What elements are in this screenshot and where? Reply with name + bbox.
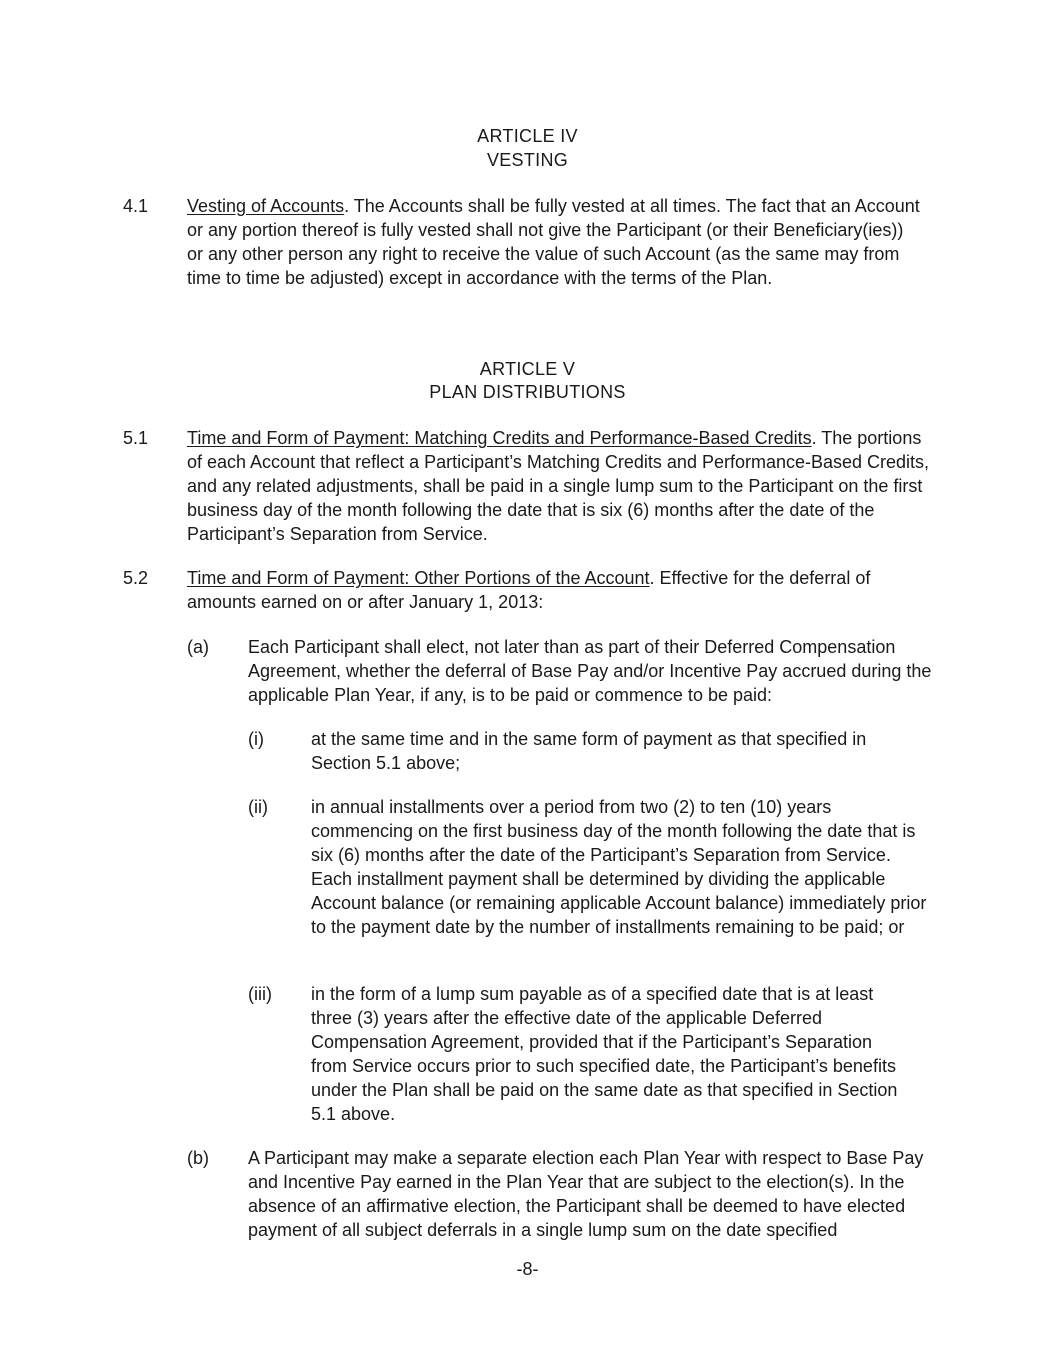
section-4-1	[187, 194, 922, 290]
article-4-title: ARTICLE IV	[477, 126, 578, 146]
article-4-subtitle: VESTING	[486, 150, 569, 170]
subsection-b-text: A Participant may make a separate election each Plan Year with respect to Base Pay and Incentive Pay earned in the Plan Year that are subject to the election(s). In the absence of an affirmative election, the Participant shall be deemed to have elected payment of all subject deferrals in a single lump sum on the date specified	[248, 1148, 924, 1240]
article-5-title: ARTICLE V	[479, 359, 576, 379]
item-i-text: at the same time and in the same form of payment as that specified in Section 5.1 above;	[311, 729, 867, 773]
section-5-1-number: 5.1	[123, 428, 149, 448]
item-ii-text: in annual installments over a period from two (2) to ten (10) years commencing on the first business day of the month following the date that is six (6) months after the date of the Participant’s Separation from Service. Each installment payment shall be determined by dividing the applicable Account balance (or remaining applicable Account balance) immediately prior to the payment date by the number of installments remaining to be paid; or	[311, 797, 927, 937]
section-5-1	[187, 426, 932, 546]
section-5-2-body: . Effective for the deferral of amounts earned on or after January 1, 2013:	[187, 568, 871, 612]
article-5-subtitle: PLAN DISTRIBUTIONS	[429, 382, 626, 402]
section-5-1-heading: Time and Form of Payment: Matching Credits and Performance-Based Credits	[187, 428, 812, 448]
section-5-1-body: . The portions of each Account that reflect a Participant’s Matching Credits and Performance-Based Credits, and any related adjustments, shall be paid in a single lump sum to the Participant on the first business day of the month following the date that is six (6) months after the date of the Participant’s Separation from Service.	[187, 428, 930, 544]
item-iii-label: (iii)	[248, 984, 272, 1004]
item-ii-label: (ii)	[248, 797, 268, 817]
section-4-1-heading: Vesting of Accounts	[187, 196, 345, 216]
section-5-2-heading: Time and Form of Payment: Other Portions of the Account	[187, 568, 650, 588]
subsection-a-text: Each Participant shall elect, not later than as part of their Deferred Compensation Agreement, whether the deferral of Base Pay and/or Incentive Pay accrued during the applicable Plan Year, if any, is to be paid or commence to be paid:	[248, 637, 932, 705]
subsection-b-label: (b)	[187, 1148, 209, 1168]
section-4-1-body: . The Accounts shall be fully vested at all times. The fact that an Account or any portion thereof is fully vested shall not give the Participant (or their Beneficiary(ies)) or any other person any right to receive the value of such Account (as the same may from time to time be adjusted) except in accordance with the terms of the Plan.	[187, 196, 920, 288]
section-4-1-number: 4.1	[123, 196, 149, 216]
section-5-2-number: 5.2	[123, 568, 149, 588]
section-5-2	[187, 566, 922, 614]
item-i-label: (i)	[248, 729, 264, 749]
page-number: -8-	[516, 1259, 539, 1279]
subsection-a-label: (a)	[187, 637, 209, 657]
item-iii-text: in the form of a lump sum payable as of a specified date that is at least three (3) years after the effective date of the applicable Deferred Compensation Agreement, provided that if the Participant’s Separation from Service occurs prior to such specified date, the Participant’s benefits under the Plan shall be paid on the same date as that specified in Section 5.1 above.	[311, 984, 898, 1124]
